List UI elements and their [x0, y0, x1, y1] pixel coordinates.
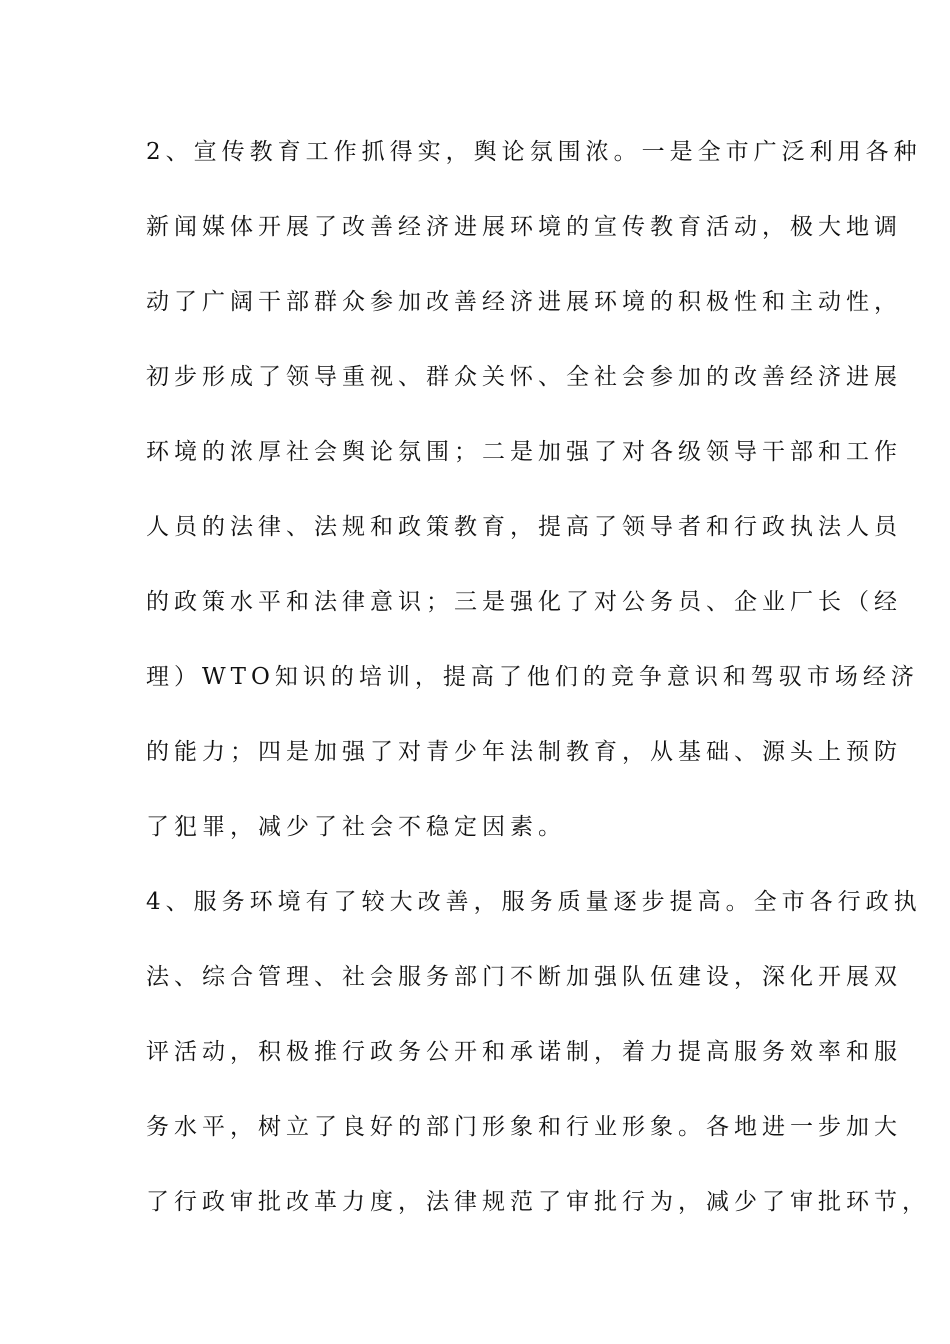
- text-line-5: 环境的浓厚社会舆论氛围；二是加强了对各级领导干部和工作: [146, 439, 902, 465]
- text-line-8: 理）WTO知识的培训，提高了他们的竞争意识和驾驭市场经济: [146, 664, 919, 690]
- text-line-11: 4、服务环境有了较大改善，服务质量逐步提高。全市各行政执: [146, 889, 922, 915]
- text-line-15: 了行政审批改革力度，法律规范了审批行为，减少了审批环节，: [146, 1189, 930, 1215]
- text-line-1: 2、宣传教育工作抓得实，舆论氛围浓。一是全市广泛利用各种: [146, 139, 922, 165]
- text-line-3: 动了广阔干部群众参加改善经济进展环境的积极性和主动性，: [146, 289, 902, 315]
- text-line-4: 初步形成了领导重视、群众关怀、全社会参加的改善经济进展: [146, 364, 902, 390]
- text-line-9: 的能力；四是加强了对青少年法制教育，从基础、源头上预防: [146, 739, 902, 765]
- text-line-12: 法、综合管理、社会服务部门不断加强队伍建设，深化开展双: [146, 964, 902, 990]
- text-line-10: 了犯罪，减少了社会不稳定因素。: [146, 814, 566, 840]
- text-line-13: 评活动，积极推行政务公开和承诺制，着力提高服务效率和服: [146, 1039, 902, 1065]
- text-line-6: 人员的法律、法规和政策教育，提高了领导者和行政执法人员: [146, 514, 902, 540]
- text-line-7: 的政策水平和法律意识；三是强化了对公务员、企业厂长（经: [146, 589, 902, 615]
- text-line-2: 新闻媒体开展了改善经济进展环境的宣传教育活动，极大地调: [146, 214, 902, 240]
- text-line-14: 务水平，树立了良好的部门形象和行业形象。各地进一步加大: [146, 1114, 902, 1140]
